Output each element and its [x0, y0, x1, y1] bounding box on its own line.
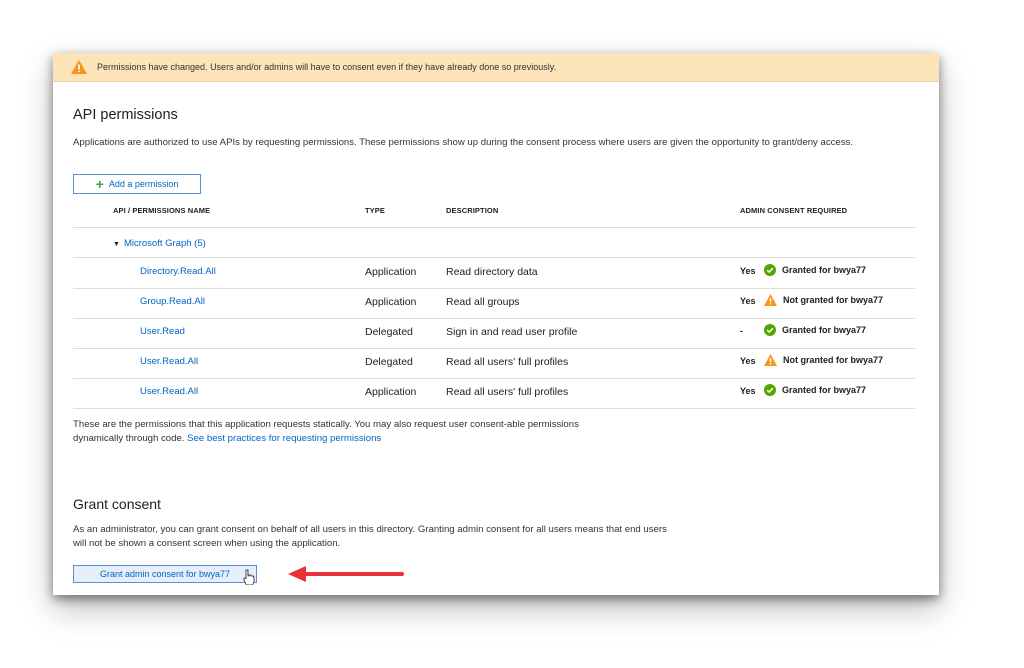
- permission-type: Delegated: [365, 356, 413, 368]
- best-practices-link[interactable]: See best practices for requesting permissions: [187, 433, 382, 444]
- permission-name-link[interactable]: User.Read.All: [140, 356, 199, 367]
- permission-name-link[interactable]: Group.Read.All: [140, 296, 205, 307]
- check-circle-icon: [764, 324, 776, 336]
- permission-type: Application: [365, 296, 417, 308]
- permission-type: Application: [365, 386, 417, 398]
- warning-icon: [764, 354, 777, 366]
- table-row: [53, 258, 939, 288]
- hand-cursor-icon: [243, 569, 255, 585]
- admin-consent-required: Yes: [740, 356, 756, 366]
- permission-name-link[interactable]: User.Read.All: [140, 386, 199, 397]
- consent-status: [764, 294, 883, 306]
- consent-status-text: Not granted for bwya77: [783, 295, 884, 305]
- permission-type: Application: [365, 266, 417, 278]
- permissions-panel: [53, 53, 939, 595]
- permission-description: Read directory data: [446, 266, 538, 278]
- table-row: [53, 348, 939, 378]
- header-type: TYPE: [365, 206, 385, 215]
- permission-name-link[interactable]: Directory.Read.All: [140, 266, 216, 277]
- page-title: API permissions: [73, 107, 178, 123]
- admin-consent-required: Yes: [740, 296, 756, 306]
- grant-admin-consent-label: Grant admin consent for bwya77: [99, 569, 231, 579]
- permission-description: Read all users' full profiles: [446, 386, 569, 398]
- divider: [73, 227, 915, 228]
- consent-status-text: Granted for bwya77: [782, 265, 867, 275]
- check-circle-icon: [764, 264, 776, 276]
- table-row: [53, 288, 939, 318]
- warning-icon: [71, 60, 87, 74]
- consent-status-text: Not granted for bwya77: [783, 355, 884, 365]
- consent-status: [764, 324, 866, 336]
- admin-consent-required: Yes: [740, 386, 756, 396]
- consent-status-text: Granted for bwya77: [782, 385, 867, 395]
- header-admin-consent: ADMIN CONSENT REQUIRED: [740, 206, 848, 215]
- banner-text: Permissions have changed. Users and/or admins will have to consent even if they have already done so previously.: [97, 62, 557, 72]
- admin-consent-required: Yes: [740, 266, 756, 276]
- header-name: API / PERMISSIONS NAME: [113, 206, 211, 215]
- permissions-changed-banner: [53, 53, 939, 82]
- admin-consent-required: -: [740, 326, 743, 336]
- permission-type: Delegated: [365, 326, 413, 338]
- grant-consent-description: As an administrator, you can grant consent on behalf of all users in this directory. Granting admin consent for all users means that end users will not be shown a consent screen when using the application.: [73, 524, 667, 549]
- header-description: DESCRIPTION: [446, 206, 499, 215]
- add-permission-button[interactable]: [73, 174, 201, 194]
- static-permissions-note: [73, 418, 593, 446]
- check-circle-icon: [764, 384, 776, 396]
- divider: [73, 408, 915, 409]
- group-microsoft-graph[interactable]: [113, 238, 206, 249]
- permission-description: Read all users' full profiles: [446, 356, 569, 368]
- table-row: [53, 378, 939, 408]
- consent-status: [764, 264, 866, 276]
- group-label: Microsoft Graph (5): [123, 238, 206, 249]
- table-row: [53, 318, 939, 348]
- permission-description: Sign in and read user profile: [446, 326, 578, 338]
- warning-icon: [764, 294, 777, 306]
- consent-status-text: Granted for bwya77: [782, 325, 867, 335]
- annotation-arrow: [286, 563, 404, 585]
- add-permission-label: Add a permission: [108, 179, 179, 189]
- static-permissions-text: These are the permissions that this application requests statically. You may also request user consent-able permissions dynamically through code.: [73, 419, 579, 444]
- consent-status: [764, 384, 866, 396]
- grant-consent-title: Grant consent: [73, 496, 161, 512]
- api-description: Applications are authorized to use APIs by requesting permissions. These permissions show up during the consent process where users are given the opportunity to grant/deny access.: [73, 137, 854, 148]
- permission-name-link[interactable]: User.Read: [140, 326, 185, 337]
- plus-icon: +: [95, 176, 104, 192]
- consent-status: [764, 354, 883, 366]
- caret-down-icon: ▼: [113, 241, 120, 248]
- grant-admin-consent-button[interactable]: [73, 565, 257, 583]
- permission-description: Read all groups: [446, 296, 520, 308]
